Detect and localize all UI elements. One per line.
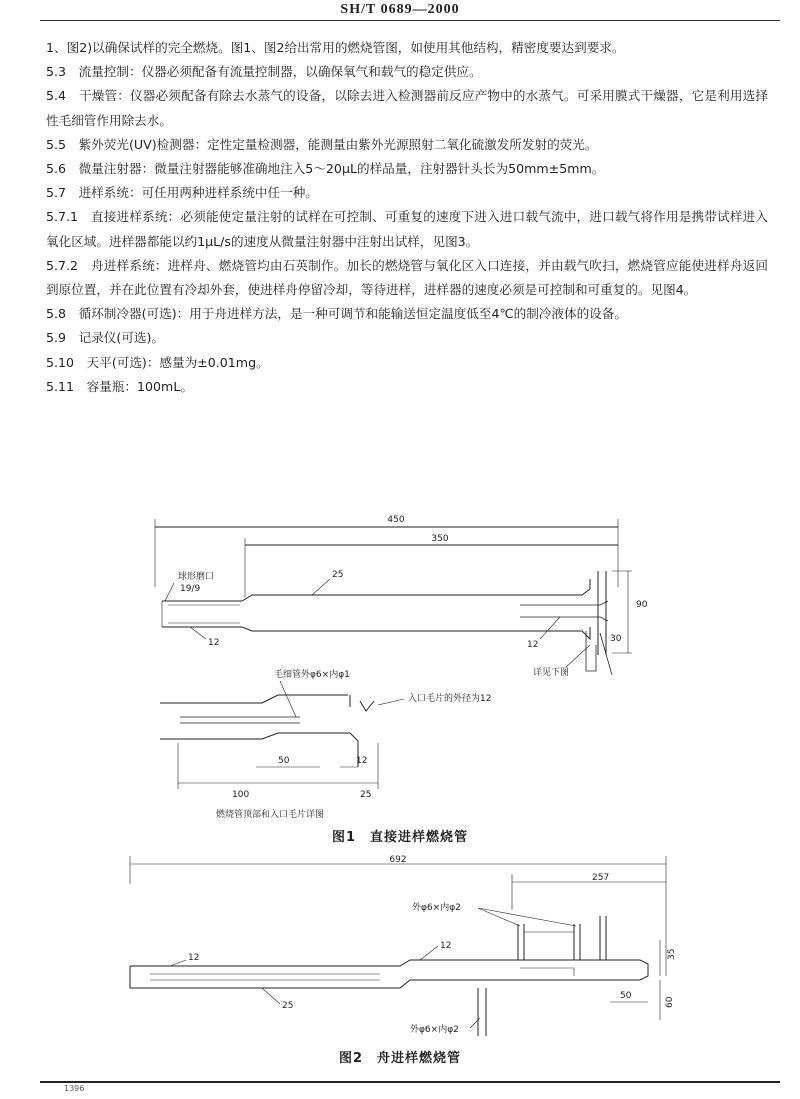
paragraph: 5.8 循环制冷器(可选)：用于舟进样方法，是一种可调节和能输送恒定温度低至4℃的制冷液体的设备。 [46, 306, 627, 322]
paragraph: 5.10 天平(可选)：感量为±0.01mg。 [46, 354, 269, 370]
ball-joint-label: 球形磨口 [178, 572, 215, 582]
dim-350-label: 350 [431, 534, 449, 544]
ball-joint-size: 19/9 [180, 584, 201, 594]
dim-60-label: 60 [665, 996, 675, 1008]
paragraph: 5.4 干燥管：仪器必须配备有除去水蒸气的设备，以除去进入检测器前反应产物中的水蒸气。可采用膜式干燥器，它是利用选择性毛细管作用除去水。 [46, 88, 768, 128]
tube-12-label: 12 [208, 638, 220, 648]
detail-tube-outline [160, 695, 374, 767]
dim-12-label: 12 [356, 756, 368, 766]
dim-50-label: 50 [620, 991, 632, 1001]
inner-tube [520, 601, 608, 621]
tube-25-label: 25 [332, 570, 344, 580]
dim-35-label: 35 [667, 948, 677, 960]
header-standard-number: SH/T 0689—2000 [340, 2, 460, 17]
tube-12-left-label: 12 [188, 953, 200, 963]
paragraph: 5.7 进样系统：可任用两种进样系统中任一种。 [46, 185, 318, 201]
combustion-tube-outline [162, 579, 590, 639]
side-tubes [518, 916, 606, 960]
page-number: 1396 [64, 1084, 85, 1093]
detail-ref-label: 详见下图 [533, 668, 570, 678]
figure-1-caption: 图1 直接进样燃烧管 [331, 830, 469, 845]
tube-25-label: 25 [282, 1001, 294, 1011]
dim-30-label: 30 [610, 634, 622, 644]
side-arm [598, 571, 606, 655]
header-rule [40, 20, 780, 21]
paragraph: 5.7.1 直接进样系统：必须能使定量注射的试样在可控制、可重复的速度下进入进口载气流中，进口载气将作用是携带试样进入氧化区域。进样器都能以约1μL/s的速度从微量注射器中注射出试样，见图3。 [46, 209, 768, 249]
paragraph: 5.11 容量瓶：100mL。 [46, 378, 193, 394]
tube-12-label: 12 [440, 941, 452, 951]
dim-450-label: 450 [387, 515, 405, 525]
inlet-port-label: 入口毛片的外径为12 [408, 694, 492, 704]
dim-257-label: 257 [592, 873, 610, 883]
detail-caption: 燃烧管顶部和入口毛片详图 [216, 810, 325, 820]
figure-2-drawing [0, 850, 800, 1040]
figure-1-drawing [0, 505, 800, 825]
dim-692-label: 692 [389, 855, 407, 865]
bottom-tube [478, 988, 486, 1036]
outer-bottom-label: 外φ6×内φ2 [410, 1025, 459, 1035]
footer-rule [40, 1081, 780, 1083]
paragraph: 5.9 记录仪(可选)。 [46, 330, 165, 346]
capillary-label: 毛细管外φ6×内φ1 [274, 670, 350, 680]
capillary-tube [180, 717, 300, 723]
outer-top-label: 外φ6×内φ2 [412, 903, 461, 913]
tube-12-right-label: 12 [527, 640, 539, 650]
body-text [46, 36, 768, 399]
dim-90-label: 90 [636, 600, 648, 610]
paragraph: 1、图2)以确保试样的完全燃烧。图1、图2给出常用的燃烧管图，如使用其他结构，精密度要达到要求。 [46, 40, 625, 55]
dim-100-label: 100 [232, 790, 250, 800]
figure-2-caption: 图2 舟进样燃烧管 [338, 1051, 462, 1066]
paragraph: 5.7.2 舟进样系统：进样舟、燃烧管均由石英制作。加长的燃烧管与氧化区入口连接，并由载气吹扫，燃烧管应能使进样舟返回到原位置，并在此位置有冷却外套，使进样舟停留冷却，等待进样，进样器的速度必须是可控制和可重复的。见图4。 [46, 257, 768, 298]
paragraph: 5.3 流量控制：仪器必须配备有流量控制器，以确保氧气和载气的稳定供应。 [46, 64, 482, 80]
paragraph: 5.6 微量注射器：微量注射器能够准确地注入5～20μL的样品量，注射器针头长为50mm±5mm。 [46, 161, 605, 177]
paragraph: 5.5 紫外荧光(UV)检测器：定性定量检测器，能测量由紫外光源照射二氧化硫激发所发射的荧光。 [46, 136, 598, 152]
dim-50-label: 50 [278, 756, 290, 766]
dim-25-label: 25 [360, 790, 372, 800]
